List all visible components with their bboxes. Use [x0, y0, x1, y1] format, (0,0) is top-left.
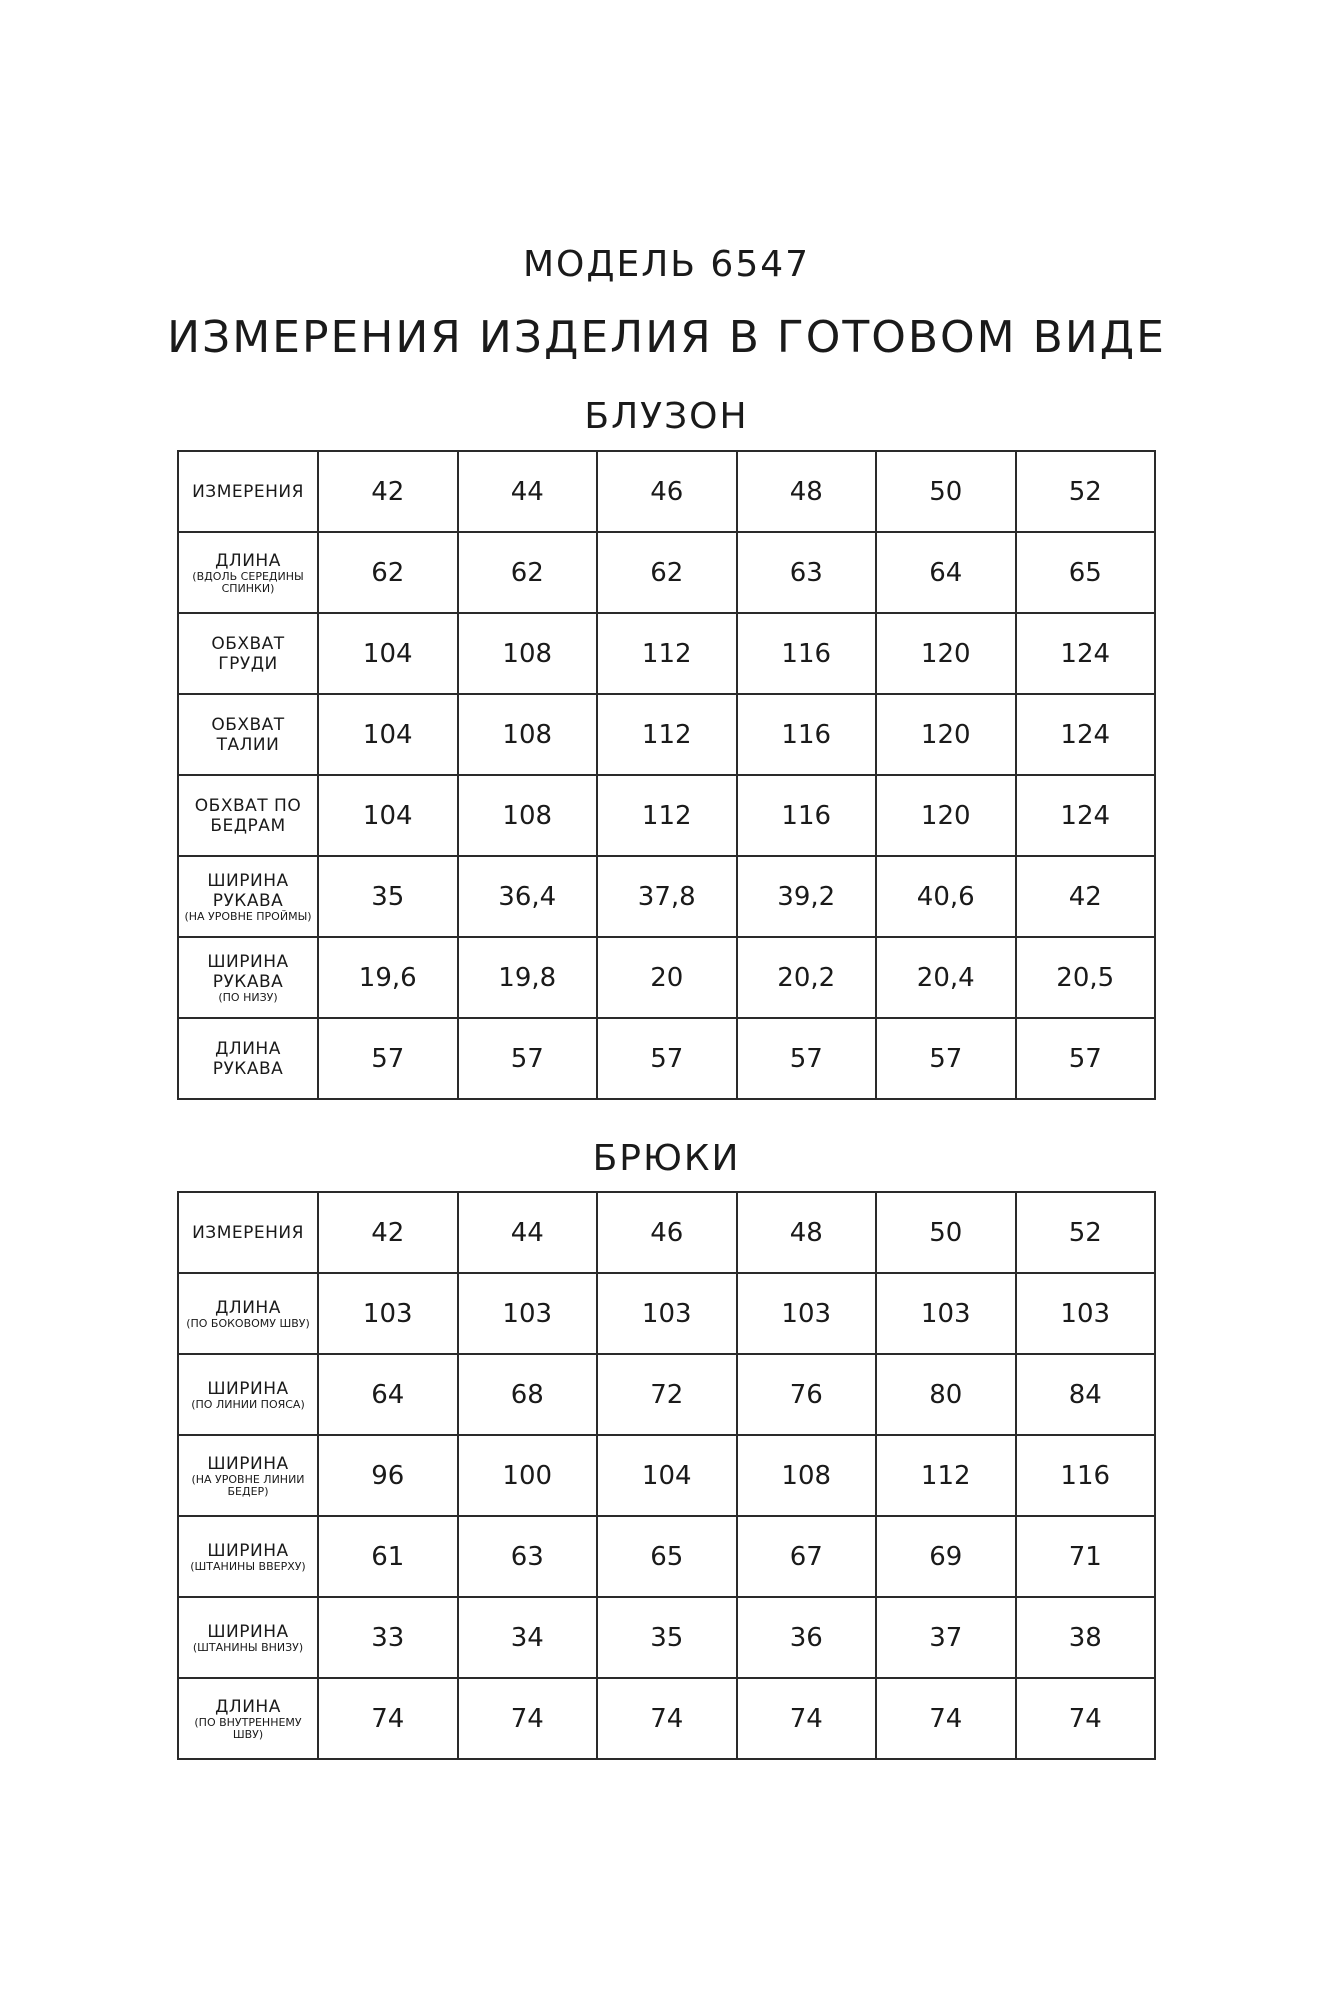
size-header-cell: 46 — [597, 1192, 737, 1273]
measurement-cell: 57 — [876, 1018, 1016, 1099]
row-label-cell — [178, 937, 318, 1018]
measurement-cell: 74 — [876, 1678, 1016, 1759]
measurement-cell: 37 — [876, 1597, 1016, 1678]
size-header-cell: 48 — [737, 451, 877, 532]
measurement-cell: 108 — [458, 613, 598, 694]
row-label: ШИРИНА РУКАВА — [207, 951, 289, 992]
measurement-cell: 35 — [318, 856, 458, 937]
table-row — [178, 1354, 1155, 1435]
row-label-cell — [178, 1354, 318, 1435]
measurement-cell: 104 — [318, 613, 458, 694]
row-label-cell — [178, 775, 318, 856]
row-label-note: (ШТАНИНЫ ВВЕРХУ) — [190, 1559, 306, 1573]
row-label-cell — [178, 1516, 318, 1597]
measurement-cell: 124 — [1016, 775, 1156, 856]
model-title: МОДЕЛЬ 6547 — [522, 244, 811, 285]
trousers-size-table — [177, 1191, 1156, 1760]
measurement-cell: 69 — [876, 1516, 1016, 1597]
row-label-cell — [178, 1018, 318, 1099]
measurement-cell: 62 — [458, 532, 598, 613]
size-header-cell: 52 — [1016, 451, 1156, 532]
row-label-note: (ПО ЛИНИИ ПОЯСА) — [191, 1397, 305, 1411]
measurement-cell: 38 — [1016, 1597, 1156, 1678]
row-label-cell — [178, 613, 318, 694]
row-label: ОБХВАТ ПО БЕДРАМ — [194, 795, 302, 836]
measurement-cell: 74 — [1016, 1678, 1156, 1759]
row-label-cell — [178, 532, 318, 613]
row-label-note: (ПО НИЗУ) — [218, 990, 278, 1004]
measurement-cell: 57 — [597, 1018, 737, 1099]
measurement-cell: 100 — [458, 1435, 598, 1516]
measurement-cell: 96 — [318, 1435, 458, 1516]
size-header-cell: 48 — [737, 1192, 877, 1273]
row-label: ШИРИНА — [207, 1621, 289, 1642]
table-row — [178, 1018, 1155, 1099]
row-label-note: (НА УРОВНЕ ЛИНИИ БЕДЕР) — [191, 1472, 305, 1498]
blouson-size-table — [177, 450, 1156, 1100]
measurement-cell: 34 — [458, 1597, 598, 1678]
row-label-cell — [178, 1273, 318, 1354]
measurement-cell: 20,4 — [876, 937, 1016, 1018]
blouson-section-title: БЛУЗОН — [584, 396, 749, 437]
measurement-cell: 62 — [597, 532, 737, 613]
measurement-cell: 37,8 — [597, 856, 737, 937]
table-row — [178, 613, 1155, 694]
row-label-cell — [178, 451, 318, 532]
row-label-note: (ПО ВНУТРЕННЕМУ ШВУ) — [194, 1715, 302, 1741]
measurement-cell: 74 — [737, 1678, 877, 1759]
row-label-cell — [178, 1435, 318, 1516]
measurement-cell: 84 — [1016, 1354, 1156, 1435]
measurement-cell: 74 — [318, 1678, 458, 1759]
table-row — [178, 532, 1155, 613]
measurement-cell: 57 — [737, 1018, 877, 1099]
row-label-note: (ВДОЛЬ СЕРЕДИНЫ СПИНКИ) — [192, 569, 304, 595]
size-header-cell: 44 — [458, 451, 598, 532]
row-label: ОБХВАТ ТАЛИИ — [211, 714, 285, 755]
measurement-cell: 72 — [597, 1354, 737, 1435]
row-label: ШИРИНА РУКАВА — [207, 870, 289, 911]
table-row — [178, 775, 1155, 856]
measurement-cell: 36,4 — [458, 856, 598, 937]
measurement-cell: 19,6 — [318, 937, 458, 1018]
row-label: ДЛИНА РУКАВА — [212, 1038, 284, 1079]
measurement-cell: 104 — [597, 1435, 737, 1516]
row-label-note: (НА УРОВНЕ ПРОЙМЫ) — [184, 909, 312, 923]
measurement-cell: 112 — [597, 613, 737, 694]
measurement-cell: 74 — [458, 1678, 598, 1759]
measurement-cell: 124 — [1016, 613, 1156, 694]
row-label: ШИРИНА — [207, 1453, 289, 1474]
table-row — [178, 1597, 1155, 1678]
measurement-cell: 103 — [458, 1273, 598, 1354]
measurement-cell: 62 — [318, 532, 458, 613]
size-header-cell: 44 — [458, 1192, 598, 1273]
table-row — [178, 937, 1155, 1018]
table-row — [178, 694, 1155, 775]
measurement-cell: 42 — [1016, 856, 1156, 937]
row-label: ДЛИНА — [215, 1297, 281, 1318]
measurement-cell: 63 — [458, 1516, 598, 1597]
measurement-cell: 74 — [597, 1678, 737, 1759]
measurement-cell: 19,8 — [458, 937, 598, 1018]
measurement-cell: 33 — [318, 1597, 458, 1678]
row-label: ОБХВАТ ГРУДИ — [211, 633, 285, 674]
measurement-cell: 112 — [597, 694, 737, 775]
measurement-cell: 103 — [1016, 1273, 1156, 1354]
measurement-cell: 65 — [597, 1516, 737, 1597]
table-row — [178, 1516, 1155, 1597]
measurement-cell: 20 — [597, 937, 737, 1018]
measurement-cell: 116 — [1016, 1435, 1156, 1516]
row-label-cell — [178, 856, 318, 937]
row-label: ИЗМЕРЕНИЯ — [192, 481, 304, 502]
measurement-cell: 71 — [1016, 1516, 1156, 1597]
measurement-cell: 68 — [458, 1354, 598, 1435]
measurement-cell: 124 — [1016, 694, 1156, 775]
row-label: ДЛИНА — [215, 550, 281, 571]
measurement-cell: 108 — [458, 775, 598, 856]
table-row — [178, 856, 1155, 937]
measurement-cell: 112 — [597, 775, 737, 856]
measurement-cell: 61 — [318, 1516, 458, 1597]
measurement-cell: 57 — [1016, 1018, 1156, 1099]
measurement-cell: 36 — [737, 1597, 877, 1678]
table-row — [178, 451, 1155, 532]
measurement-cell: 108 — [737, 1435, 877, 1516]
measurement-cell: 57 — [458, 1018, 598, 1099]
row-label-note: (ШТАНИНЫ ВНИЗУ) — [192, 1640, 304, 1654]
measurement-cell: 76 — [737, 1354, 877, 1435]
measurement-cell: 67 — [737, 1516, 877, 1597]
size-header-cell: 42 — [318, 1192, 458, 1273]
size-header-cell: 42 — [318, 451, 458, 532]
measurement-cell: 103 — [597, 1273, 737, 1354]
page-title: ИЗМЕРЕНИЯ ИЗДЕЛИЯ В ГОТОВОМ ВИДЕ — [167, 312, 1166, 363]
measurement-cell: 108 — [458, 694, 598, 775]
measurement-cell: 116 — [737, 775, 877, 856]
measurement-cell: 120 — [876, 775, 1016, 856]
measurement-cell: 40,6 — [876, 856, 1016, 937]
measurement-cell: 64 — [318, 1354, 458, 1435]
row-label-cell — [178, 1678, 318, 1759]
row-label: ИЗМЕРЕНИЯ — [192, 1222, 304, 1243]
row-label: ДЛИНА — [215, 1696, 281, 1717]
measurement-cell: 103 — [737, 1273, 877, 1354]
table-row — [178, 1435, 1155, 1516]
size-header-cell: 52 — [1016, 1192, 1156, 1273]
row-label: ШИРИНА — [207, 1540, 289, 1561]
row-label-cell — [178, 1192, 318, 1273]
measurement-cell: 120 — [876, 613, 1016, 694]
row-label: ШИРИНА — [207, 1378, 289, 1399]
measurement-cell: 103 — [318, 1273, 458, 1354]
measurement-cell: 35 — [597, 1597, 737, 1678]
row-label-note: (ПО БОКОВОМУ ШВУ) — [186, 1316, 310, 1330]
measurement-cell: 104 — [318, 775, 458, 856]
row-label-cell — [178, 694, 318, 775]
size-header-cell: 50 — [876, 451, 1016, 532]
measurement-cell: 39,2 — [737, 856, 877, 937]
measurement-cell: 64 — [876, 532, 1016, 613]
measurement-cell: 103 — [876, 1273, 1016, 1354]
measurement-cell: 20,2 — [737, 937, 877, 1018]
measurement-cell: 63 — [737, 532, 877, 613]
table-row — [178, 1678, 1155, 1759]
measurement-cell: 116 — [737, 613, 877, 694]
measurement-cell: 104 — [318, 694, 458, 775]
measurement-cell: 65 — [1016, 532, 1156, 613]
measurement-cell: 57 — [318, 1018, 458, 1099]
trousers-section-title: БРЮКИ — [592, 1138, 741, 1179]
measurement-cell: 20,5 — [1016, 937, 1156, 1018]
table-row — [178, 1192, 1155, 1273]
measurement-cell: 120 — [876, 694, 1016, 775]
measurement-cell: 80 — [876, 1354, 1016, 1435]
size-header-cell: 46 — [597, 451, 737, 532]
size-header-cell: 50 — [876, 1192, 1016, 1273]
row-label-cell — [178, 1597, 318, 1678]
table-row — [178, 1273, 1155, 1354]
measurement-cell: 116 — [737, 694, 877, 775]
measurement-cell: 112 — [876, 1435, 1016, 1516]
